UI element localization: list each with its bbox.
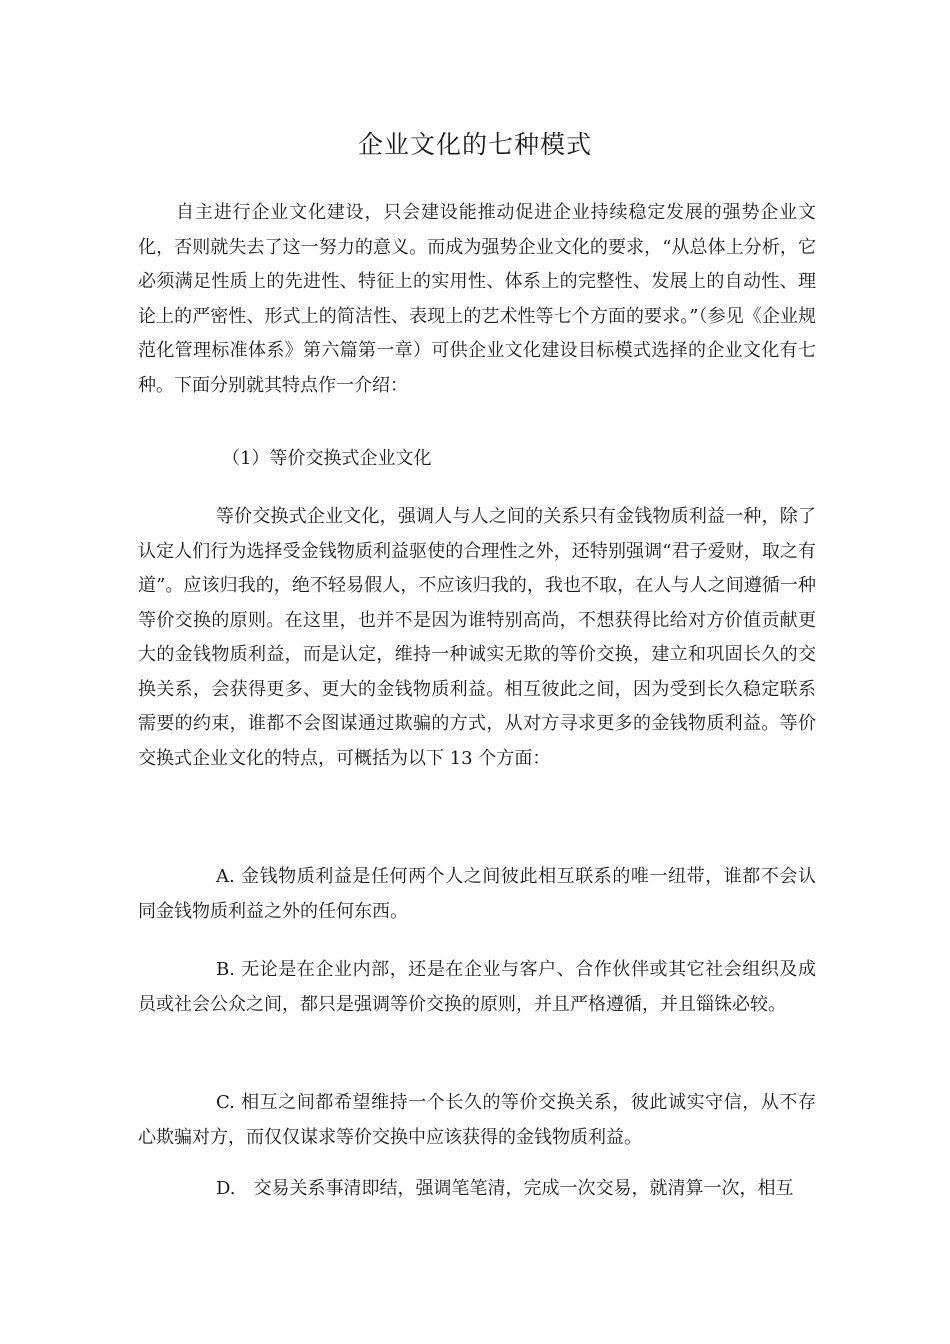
list-item-d-marker: D. (216, 1178, 236, 1199)
list-item-d-text: 交易关系事清即结，强调笔笔清，完成一次交易，就清算一次，相互 (253, 1178, 794, 1199)
list-item-b: B. 无论是在企业内部，还是在企业与客户、合作伙伴或其它社会组织及成员或社会公众之间，都只是强调等价交换的原则，并且严格遵循，并且锱铢必较。 (138, 959, 816, 1015)
list-item-d (138, 1172, 816, 1207)
section-heading-1: （1）等价交换式企业文化 (222, 448, 432, 469)
list-item-a: A. 金钱物质利益是任何两个人之间彼此相互联系的唯一纽带，谁都不会认同金钱物质利益之外的任何东西。 (138, 866, 816, 922)
document-title: 企业文化的七种模式 (357, 130, 592, 159)
list-item-c: C. 相互之间都希望维持一个长久的等价交换关系，彼此诚实守信，从不存心欺骗对方，而仅仅谋求等价交换中应该获得的金钱物质利益。 (138, 1092, 816, 1148)
intro-paragraph: 自主进行企业文化建设，只会建设能推动促进企业持续稳定发展的强势企业文化，否则就失去了这一努力的意义。而成为强势企业文化的要求，“从总体上分析，它必须满足性质上的先进性、特征上的实用性、体系上的完整性、发展上的自动性、理论上的严密性、形式上的简洁性、表现上的艺术性等七个方面的要求。”（参见《企业规范化管理标准体系》第六篇第一章）可供企业文化建设目标模式选择的企业文化有七种。下面分别就其特点作一介绍： (138, 202, 816, 396)
section-body-paragraph: 等价交换式企业文化，强调人与人之间的关系只有金钱物质利益一种，除了认定人们行为选择受金钱物质利益驱使的合理性之外，还特别强调“君子爱财，取之有道”。应该归我的，绝不轻易假人，不应该归我的，我也不取，在人与人之间遵循一种等价交换的原则。在这里，也并不是因为谁特别高尚，不想获得比给对方价值贡献更大的金钱物质利益，而是认定，维持一种诚实无欺的等价交换，建立和巩固长久的交换关系，会获得更多、更大的金钱物质利益。相互彼此之间，因为受到长久稳定联系需要的约束，谁都不会图谋通过欺骗的方式，从对方寻求更多的金钱物质利益。等价交换式企业文化的特点，可概括为以下 13 个方面： (138, 506, 816, 769)
